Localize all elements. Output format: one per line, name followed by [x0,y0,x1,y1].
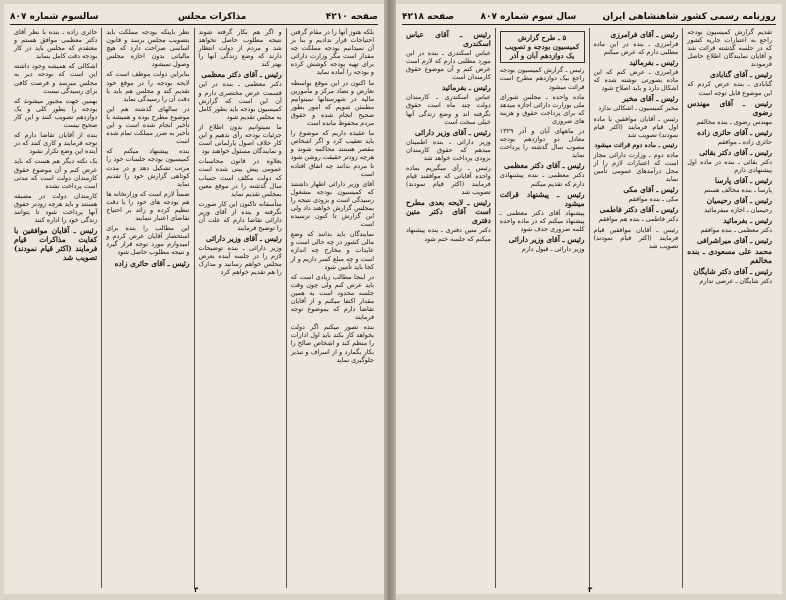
speaker-line: رئیس ـ آقای میراشرافی [696,236,772,246]
paragraph: وزیر دارائی ـ قبول دارم [521,244,585,253]
paragraph: ما عقیده داریم که موضوع را باید تعقیب کرد و اگر اشخاص مقصر هستند محاکمه شوند و هرچه زودتر حقیقت روشن شود تا مردم بدانند چه اتفاق افتاده است [290,129,374,178]
right-column-2 [590,28,684,588]
paragraph: این مطالب را بنده برای استحضار آقایان عرض کردم و امیدوارم مورد توجه قرار گیرد و نتیجه مطلوب حاصل شود [106,224,190,257]
paragraph: پارسا ـ بنده مخالف هستم [704,186,772,195]
paragraph: بهمین جهت مجبور میشوند که بودجه را بطور کلی و یک دوازدهم تصویب کنند و این کار صحیح نیست [14,96,98,130]
paragraph: عباس اسکندری ـ بنده در این مورد مطلبی دارم که لازم است عرض کنم و آن موضوع حقوق کارمندان است [406,49,491,82]
left-pub-title: مذاکرات مجلس [177,12,247,22]
left-page-label: صفحه ۴۲۱۰ [325,12,378,22]
right-issue: سال سوم شماره ۸۰۷ [480,12,577,22]
left-column-1 [287,28,378,588]
paragraph: آقای وزیر دارائی اظهار داشتند که کمیسیون بودجه مشغول رسیدگی است و بزودی نتیجه را بمجلس گزارش خواهند داد ولی این گزارش تا کنون نرسیده است [290,179,374,229]
agenda-heading-box: ۵ ـ طرح گزارش کمیسیون بودجه و تصویب یک دوازدهم آبان و آذر [500,31,585,63]
paragraph: وزیر دارائی ـ بنده اطمینان میدهم که حقوق کارمندان بزودی پرداخت خواهد شد [406,137,491,162]
paragraph: دکتر شایگان ـ عرضی ندارم [699,277,772,286]
speaker-line: رئیس ـ آقای رحیمیان [706,196,772,206]
speaker-line: رئیس ـ آقای مخبر [622,94,679,104]
paragraph: ضمناً لازم است که وزارتخانه ها هم بودجه های خود را با دقت تنظیم کرده و زائد بر احتیاج تقاضای اعتبار ننمایند [106,189,190,223]
left-column-4 [10,28,102,588]
left-page [4,4,384,594]
paragraph: نمایندگان باید بدانند که وضع مالی کشور در چه حالی است و عایدات و مخارج چه اندازه است و چه مبلغ کسر داریم و از کجا باید تأمین شود [290,230,374,271]
paragraph: تقدیم گزارش کمیسیون بودجه راجع به اعتبارات جاریه کشور که در جلسه گذشته قرائت شد و آقایان نمایندگان اطلاع حاصل فرمودند [687,28,772,69]
book-gutter [384,0,396,600]
paragraph: بنده تصور میکنم اگر دولت بخواهد کار بکند باید اول ادارات را منظم کند و اشخاص صالح را بکار بگمارد و از اسراف و تبذیر جلوگیری نماید [290,323,374,364]
paragraph: مکی ـ بنده موافقم [628,195,679,204]
left-issue: سالسوم شماره ۸۰۷ [10,12,99,22]
paragraph: حائری زاده ـ موافقم [717,137,772,146]
paragraph: عباس اسکندری ـ کارمندان دولت چند ماه است حقوق نگرفته اند و وضع زندگی آنها خیلی سخت است [406,93,491,126]
speaker-line: رئیس ـ آقایان موافقین با کفایت مذاکرات قیام فرمایند (اکثر قیام نمودند) تصویب شد [14,226,98,263]
speaker-line: رئیس ـ آقای دکتر شایگان [693,267,772,277]
speaker-line: رئیس ـ آقای وزیر دارائی [205,234,282,244]
speaker-line: رئیس ـ آقای حائری زاده [697,127,772,137]
speaker-line: رئیس ـ آقای گنابادی [709,70,772,80]
speaker-line: رئیس ـ آقای وزیر دارائی [508,234,585,244]
speaker-line: محمد علی مسعودی ـ بنده مخالفم [687,247,772,266]
paragraph: دکتر معظمی ـ بنده پیشنهادی دارم که تقدیم میکنم [499,171,585,188]
right-page [396,4,782,594]
paragraph: ما نمیتوانیم بدون اطلاع از جزئیات بودجه رأی بدهیم و این کار خلاف اصول پارلمانی است و نمایندگان مسئول خواهند بود [198,122,282,156]
paragraph: بنده پیشنهاد میکنم که کمیسیون بودجه جلسات خود را مرتب تشکیل دهد و در مدت کوتاهی گزارش خود را تقدیم نماید [106,147,190,188]
speaker-line: رئیس ـ آقای حائری زاده [114,258,190,268]
speaker-line: رئیس ـ لایحه بعدی مطرح است آقای دکتر متین دفتری [406,198,491,226]
left-column-3 [102,28,194,588]
paragraph: بنده از آقایان تقاضا دارم که توجه فرمایند و کاری کنند که در آینده این وضع تکرار نشود [14,131,98,156]
speaker-line: رئیس ـ بفرمائید [441,83,491,93]
speaker-line: رئیس ـ آقای دکتر بقائی [699,147,772,157]
paragraph: دکتر متین دفتری ـ بنده پیشنهاد میکنم که جلسه ختم شود [406,226,491,243]
speaker-line: رئیس ـ آقای پارسا [714,176,772,186]
paragraph: دکتر فاطمی ـ بنده هم موافقم [598,215,679,224]
speaker-line: رئیس ـ آقای مهندس رضوی [687,98,772,117]
paragraph: کارمندان دولت در مضیقه هستند و باید هرچه زودتر حقوق آنها پرداخت شود تا بتوانند زندگی خود را اداره کنند [14,191,98,225]
right-pub-title: روزنامه رسمی کشور شاهنشاهی ایران [602,12,776,22]
paragraph: رئیس ـ آقایان موافقین با ماده اول قیام فرمایند (اکثر قیام نمودند) تصویب شد [593,114,679,139]
paragraph: بلکه هنوز آنها را در مقام گرفتن احتیاجات قرار ندادیم و بنا بر آن نمیدانیم بودجه مملکت چه مقدار است مگر وزارت دارائی برای تهیه بودجه کوشش کرده و بودجه را آماده نماید [290,28,374,77]
paragraph: بعلاوه در قانون محاسبات عمومی پیش بینی شده است که دولت مکلف است حساب سال گذشته را در موقع معین بمجلس تقدیم نماید [198,157,282,198]
paragraph: بنابراین دولت موظف است که لایحه بودجه را در موقع خود تقدیم کند و مجلس هم باید با دقت آن را رسیدگی نماید [106,70,190,103]
right-columns [402,28,776,588]
paragraph: در اینجا مطالب زیادی است که باید عرض کنم ولی چون وقت جلسه محدود است به همین مقدار اکتفا میکنم و از آقایان تقاضا دارم که بموضوع توجه فرمایند [290,272,374,322]
paragraph: ماده دوم ـ وزارت دارائی مجاز است که اعتبارات لازم را از محل درآمدهای عمومی تأمین نماید [593,150,679,184]
right-column-3 [496,28,590,588]
left-columns [10,28,378,588]
speaker-line: رئیس ـ بفرمائید [629,58,679,68]
speaker-line: رئیس ـ آقای مکی [623,185,679,195]
paragraph: پیشنهاد آقای دکتر معظمی ـ پیشنهاد میکنم که در ماده واحده کلمه ضروری حذف شود [499,208,585,233]
paragraph: دکتر معظمی ـ بنده موافقم [700,226,772,235]
paragraph: دکتر بقائی ـ بنده در ماده اول پیشنهادی دارم [687,157,772,174]
left-page-header [10,10,378,25]
right-page-label: صفحه ۴۲۱۸ [402,12,455,22]
right-page-header [402,10,776,25]
paragraph: وزیر دارائی ـ بنده توضیحات لازم را در جلسه آینده بعرض مجلس خواهم رسانید و مدارک را هم تقدیم خواهم کرد [198,244,282,277]
right-column-4 [402,28,496,588]
paragraph: حائری زاده ـ بنده با نظر آقای دکتر معظمی موافق هستم و معتقدم که مجلس باید در کار بودجه دقت کامل بنماید [14,28,98,61]
paragraph: رئیس ـ گزارش کمیسیون بودجه راجع بیک دوازدهم مطرح است قرائت میشود [499,66,585,91]
paragraph: اشکالی که همیشه وجود داشته این است که بودجه دیر به مجلس میرسد و فرصت کافی برای رسیدگی نیست [14,62,98,95]
speaker-line: رئیس ـ آقای فرامرزی [610,30,679,39]
paragraph: رئیس ـ رأی میگیریم بماده واحده آقایانی که موافقند قیام فرمایند (اکثر قیام نمودند) تصویب شد [406,164,491,197]
paragraph: متأسفانه تاکنون این کار صورت نگرفته و بنده از آقای وزیر دارائی تقاضا دارم که علت آن را توضیح فرمایند [198,199,282,233]
paragraph: نظر باینکه بودجه مملکت باید بتصویب مجلس برسد و قانون اساسی صراحت دارد که هیچ مالیاتی بدون اجازه مجلس وصول نمیشود [106,28,190,69]
speaker-line: رئیس ـ آقای وزیر دارائی [414,127,491,137]
speaker-line: رئیس ـ پیشنهاد قرائت میشود [499,189,585,208]
paragraph: در سالهای گذشته هم این موضوع مطرح بوده و همیشه با تأخیر انجام شده است و این تأخیر به ضرر مملکت تمام شده است [106,104,190,146]
paragraph: دکتر معظمی ـ بنده در این قسمت عرض مختصری دارم و آن این است که گزارش کمیسیون بودجه باید بطور کامل به مجلس تقدیم شود [198,80,282,121]
paragraph: و اگر هم بکار گرفته شوند نتیجه مطلوب حاصل نخواهد شد و مردم از دولت انتظار دارند که وضع زندگی آنها را بهتر کند [198,28,282,69]
left-column-2 [195,28,287,588]
section-heading: رئیس ـ ماده دوم قرائت میشود [594,140,678,149]
speaker-line: رئیس ـ بفرمائید [723,216,772,226]
paragraph: مهندس رضوی ـ بنده مخالفم [696,117,772,126]
left-page-number: ۳ [194,586,199,594]
speaker-line: رئیس ـ آقای دکتر معظمی [504,161,585,171]
speaker-line: رئیس ـ آقای عباس اسکندری [406,30,491,48]
paragraph: یک نکته دیگر هم هست که باید عرض کنم و آن موضوع حقوق کارمندان دولت است که مدتی است پرداخت نشده [14,157,98,190]
paragraph: فرامرزی ـ عرض کنم که این ماده بصورتی نوشته شده که اشکال دارد و باید اصلاح شود [593,68,679,93]
paragraph: فرامرزی ـ بنده در این ماده مطلبی دارم که عرض میکنم [593,40,679,57]
right-page-number: ۳ [588,586,593,594]
speaker-line: رئیس ـ آقای دکتر فاطمی [599,205,679,215]
paragraph: رئیس ـ آقایان موافقین قیام فرمایند (اکثر قیام نمودند) تصویب شد [593,225,679,250]
speaker-line: رئیس ـ آقای دکتر معظمی [201,70,282,80]
paragraph: رحیمیان ـ اجازه میفرمائید [704,206,772,215]
right-column-1 [683,28,776,588]
paragraph: مخبر کمیسیون ـ اشکالی ندارد [598,104,679,113]
paragraph: ما اکنون در این موقع بواسطه تعارض و تضاد مرکز و مأمورین مالیه در شهرستانها نمیتوانیم مطمئن شویم که امور بطور صحیح انجام شده و حقوق مردم محفوظ مانده است [290,78,374,128]
paragraph: گنابادی ـ بنده عرض کردم که این موضوع قابل توجه است [687,80,772,97]
paragraph: ماده واحده ـ مجلس شورای ملی بوزارت دارائی اجازه میدهد که برای پرداخت حقوق و هزینه های ضروری [499,92,585,125]
paragraph: در ماههای آبان و آذر ۱۳۲۹ معادل دو دوازدهم بودجه مصوب سال گذشته را پرداخت نماید [499,127,585,160]
